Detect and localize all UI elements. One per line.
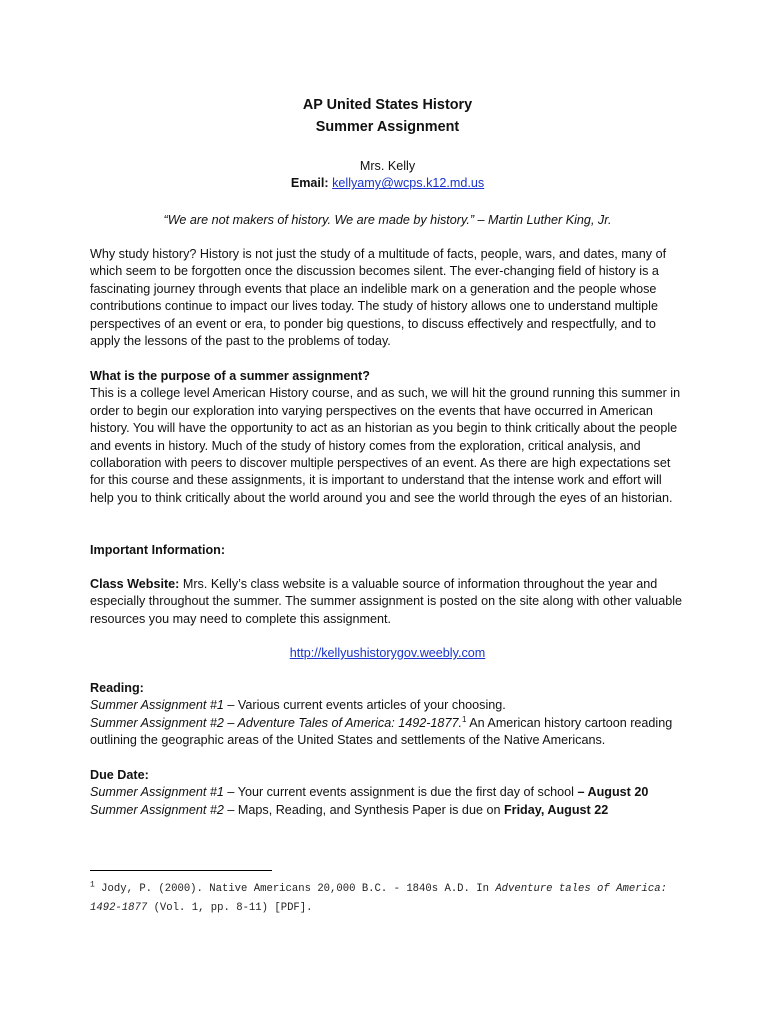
website-label: Class Website:: [90, 577, 180, 591]
email-line: [90, 175, 685, 192]
reading-item-1-text: – Various current events articles of your choosing.: [223, 698, 506, 713]
email-label: Email:: [290, 176, 329, 191]
intro-paragraph: Why study history? History is not just the study of a multitude of facts, people, wars, and dates, many of which seem to be forgotten once the discussion becomes silent. The ever-changing field of history is a fascinating journey through events that place an indelible mark on a generation and the people whose contributions continue to impact our lives today. The study of history allows one to understand multiple perspectives of an event or era, to ponder big questions, to discuss effectively and respectfully, and to apply the lessons of the past to the problems of today.: [90, 247, 667, 349]
reading-heading: Reading:: [90, 681, 144, 695]
footnote-text-b: (Vol. 1, pp. 8-11) [PDF].: [147, 902, 313, 914]
due-heading: Due Date:: [90, 768, 149, 782]
footnote-mark: 1: [90, 880, 95, 890]
due-item-2-text: – Maps, Reading, and Synthesis Paper is due on: [223, 802, 504, 817]
footnote-text-a: Jody, P. (2000). Native Americans 20,000 B.C. - 1840s A.D. In: [94, 883, 496, 895]
due-item-1-text: – Your current events assignment is due the first day of school: [223, 785, 578, 800]
reading-item-2-label: Summer Assignment #2 – Adventure Tales of America: 1492-1877.: [90, 715, 462, 730]
footnote-divider: [90, 870, 272, 871]
document-title: [90, 94, 685, 138]
email-link[interactable]: kellyamy@wcps.k12.md.us: [332, 176, 485, 191]
due-item-1: [90, 784, 685, 801]
due-date-section: [90, 767, 685, 819]
reading-item-2: [90, 715, 685, 750]
reading-item-1: [90, 697, 685, 714]
due-item-1-label: Summer Assignment #1: [90, 785, 224, 800]
reading-section: [90, 680, 685, 750]
reading-item-2-text: An American history cartoon reading outlining the geographic areas of the United States and settlements of the Native Americans.: [90, 715, 673, 748]
due-item-1-date: – August 20: [577, 785, 649, 800]
due-item-2: [90, 802, 685, 819]
website-paragraph: [90, 576, 685, 628]
purpose-section: [90, 368, 685, 507]
footnote-ref: 1: [461, 714, 467, 724]
footnote-title: Adventure tales of America: 1492-1877: [90, 883, 667, 914]
website-url-line: [90, 645, 685, 662]
teacher-name: Mrs. Kelly: [359, 159, 416, 173]
reading-item-1-label: Summer Assignment #1: [90, 698, 224, 713]
purpose-heading: What is the purpose of a summer assignment?: [90, 369, 370, 383]
contact-block: [90, 158, 685, 193]
quote: “We are not makers of history. We are made by history.” – Martin Luther King, Jr.: [163, 213, 612, 227]
purpose-body: This is a college level American History course, and as such, we will hit the ground running this summer in order to begin our exploration into varying perspectives on the events that have occurred in American history. You will have the opportunity to act as an historian as you begin to think critically about the people and events in history. Much of the study of history comes from the exploration, critical analysis, and collaboration with peers to discover multiple perspectives of an event. As there are high expectations set for this course and these assignments, it is important to understand that the intense work and effort will help you to think critically about the world around you and see the world through the eyes of an historian.: [90, 386, 681, 505]
important-heading: Important Information:: [90, 543, 226, 557]
title-line-1: AP United States History: [302, 97, 473, 113]
due-item-2-label: Summer Assignment #2: [90, 802, 224, 817]
footnote: [90, 880, 680, 918]
website-link[interactable]: http://kellyushistorygov.weebly.com: [289, 646, 486, 660]
title-line-2: Summer Assignment: [315, 119, 460, 135]
due-item-2-date: Friday, August 22: [503, 802, 609, 817]
website-body: Mrs. Kelly’s class website is a valuable source of information throughout the year and especially throughout the summer. The summer assignment is posted on the site along with other valuable resources you may need to complete this assignment.: [90, 577, 682, 626]
